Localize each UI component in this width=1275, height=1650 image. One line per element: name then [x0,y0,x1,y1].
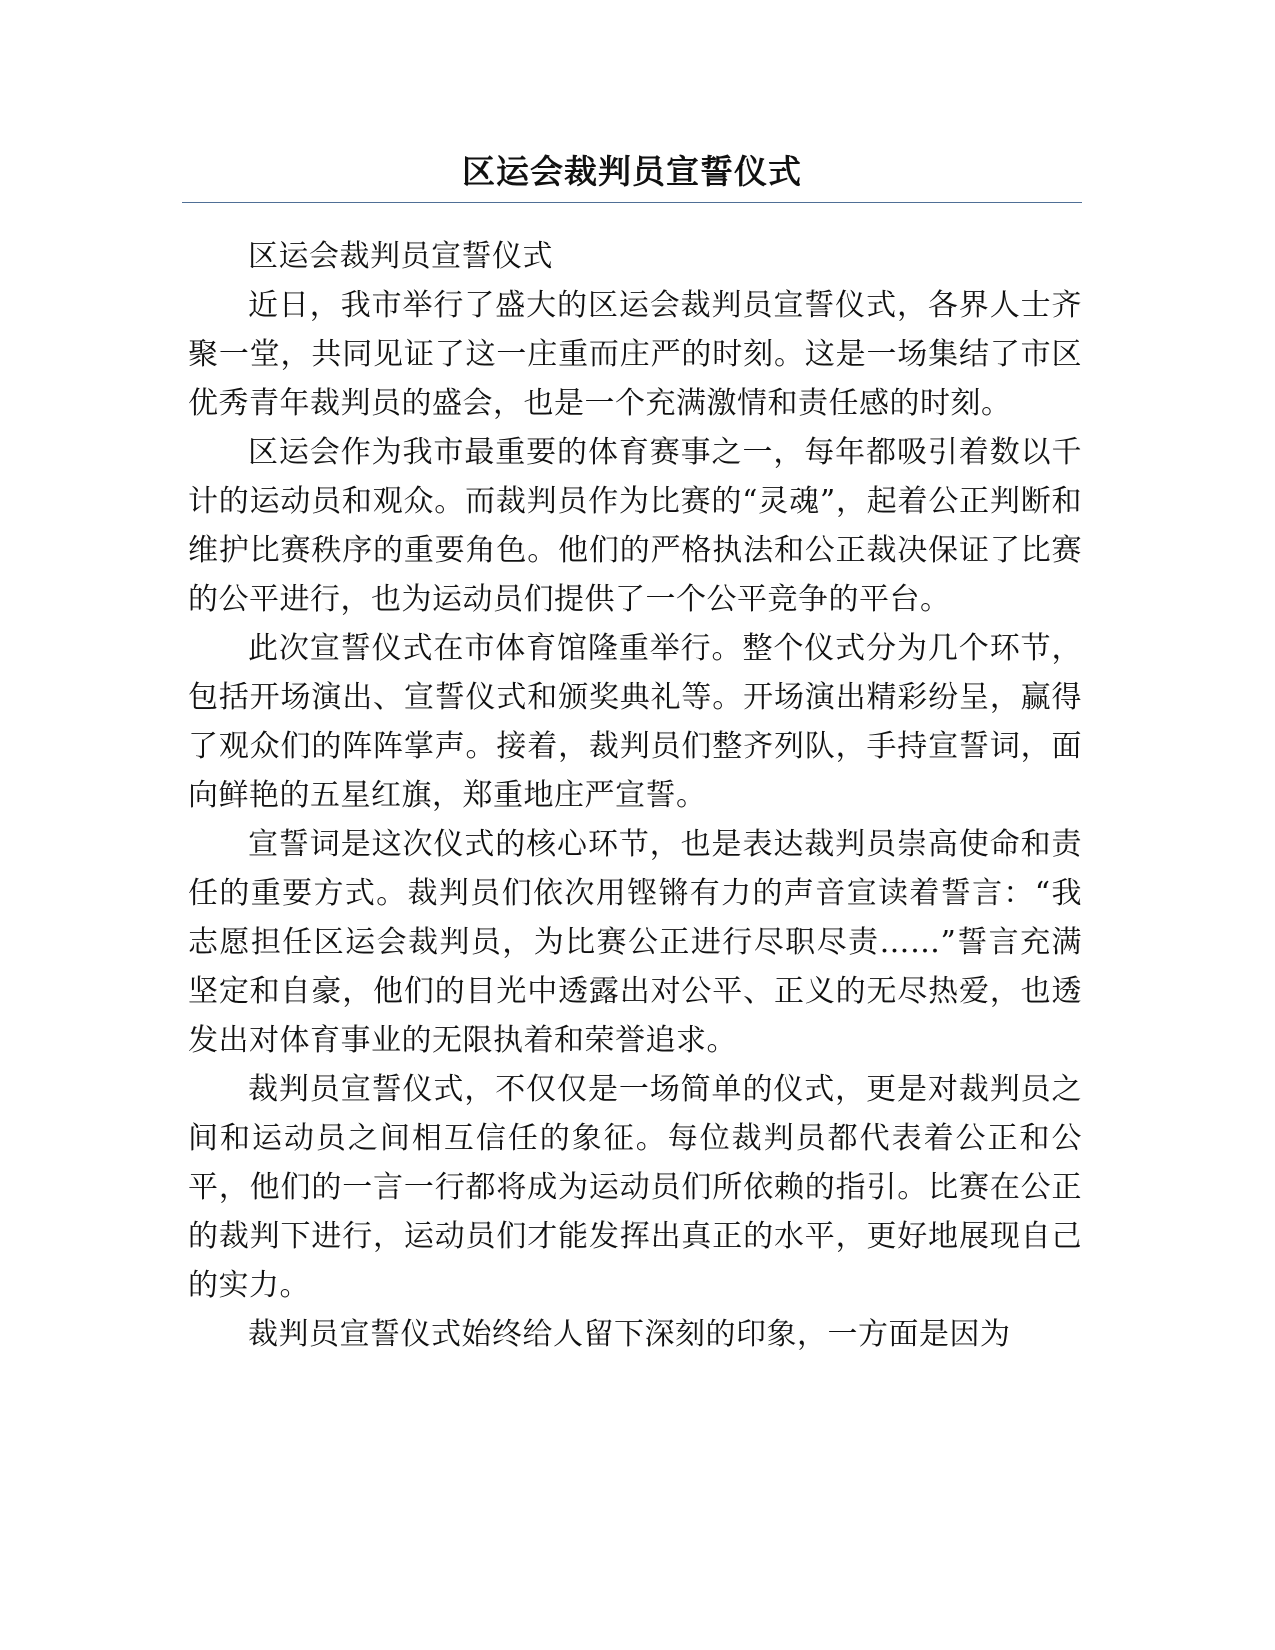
title-underline [182,202,1082,203]
document-title: 区运会裁判员宣誓仪式 [462,152,802,191]
paragraph: 宣誓词是这次仪式的核心环节，也是表达裁判员崇高使命和责任的重要方式。裁判员们依次用铿锵有力的声音宣读着誓言：“我志愿担任区运会裁判员，为比赛公正进行尽职尽责……”誓言充满坚定和自豪，他们的目光中透露出对公平、正义的无尽热爱，也透发出对体育事业的无限执着和荣誉追求。 [188,827,1082,1058]
paragraph: 近日，我市举行了盛大的区运会裁判员宣誓仪式，各界人士齐聚一堂，共同见证了这一庄重而庄严的时刻。这是一场集结了市区优秀青年裁判员的盛会，也是一个充满激情和责任感的时刻。 [188,288,1082,421]
paragraph: 裁判员宣誓仪式，不仅仅是一场简单的仪式，更是对裁判员之间和运动员之间相互信任的象征。每位裁判员都代表着公正和公平，他们的一言一行都将成为运动员们所依赖的指引。比赛在公正的裁判下进行，运动员们才能发挥出真正的水平，更好地展现自己的实力。 [188,1072,1082,1303]
document-body [188,232,1082,1359]
paragraph: 裁判员宣誓仪式始终给人留下深刻的印象，一方面是因为 [248,1317,1011,1352]
paragraph-subtitle: 区运会裁判员宣誓仪式 [248,239,553,274]
paragraph: 区运会作为我市最重要的体育赛事之一，每年都吸引着数以千计的运动员和观众。而裁判员作为比赛的“灵魂”，起着公正判断和维护比赛秩序的重要角色。他们的严格执法和公正裁决保证了比赛的公平进行，也为运动员们提供了一个公平竞争的平台。 [188,435,1082,617]
paragraph: 此次宣誓仪式在市体育馆隆重举行。整个仪式分为几个环节，包括开场演出、宣誓仪式和颁奖典礼等。开场演出精彩纷呈，赢得了观众们的阵阵掌声。接着，裁判员们整齐列队，手持宣誓词，面向鲜艳的五星红旗，郑重地庄严宣誓。 [188,631,1082,813]
